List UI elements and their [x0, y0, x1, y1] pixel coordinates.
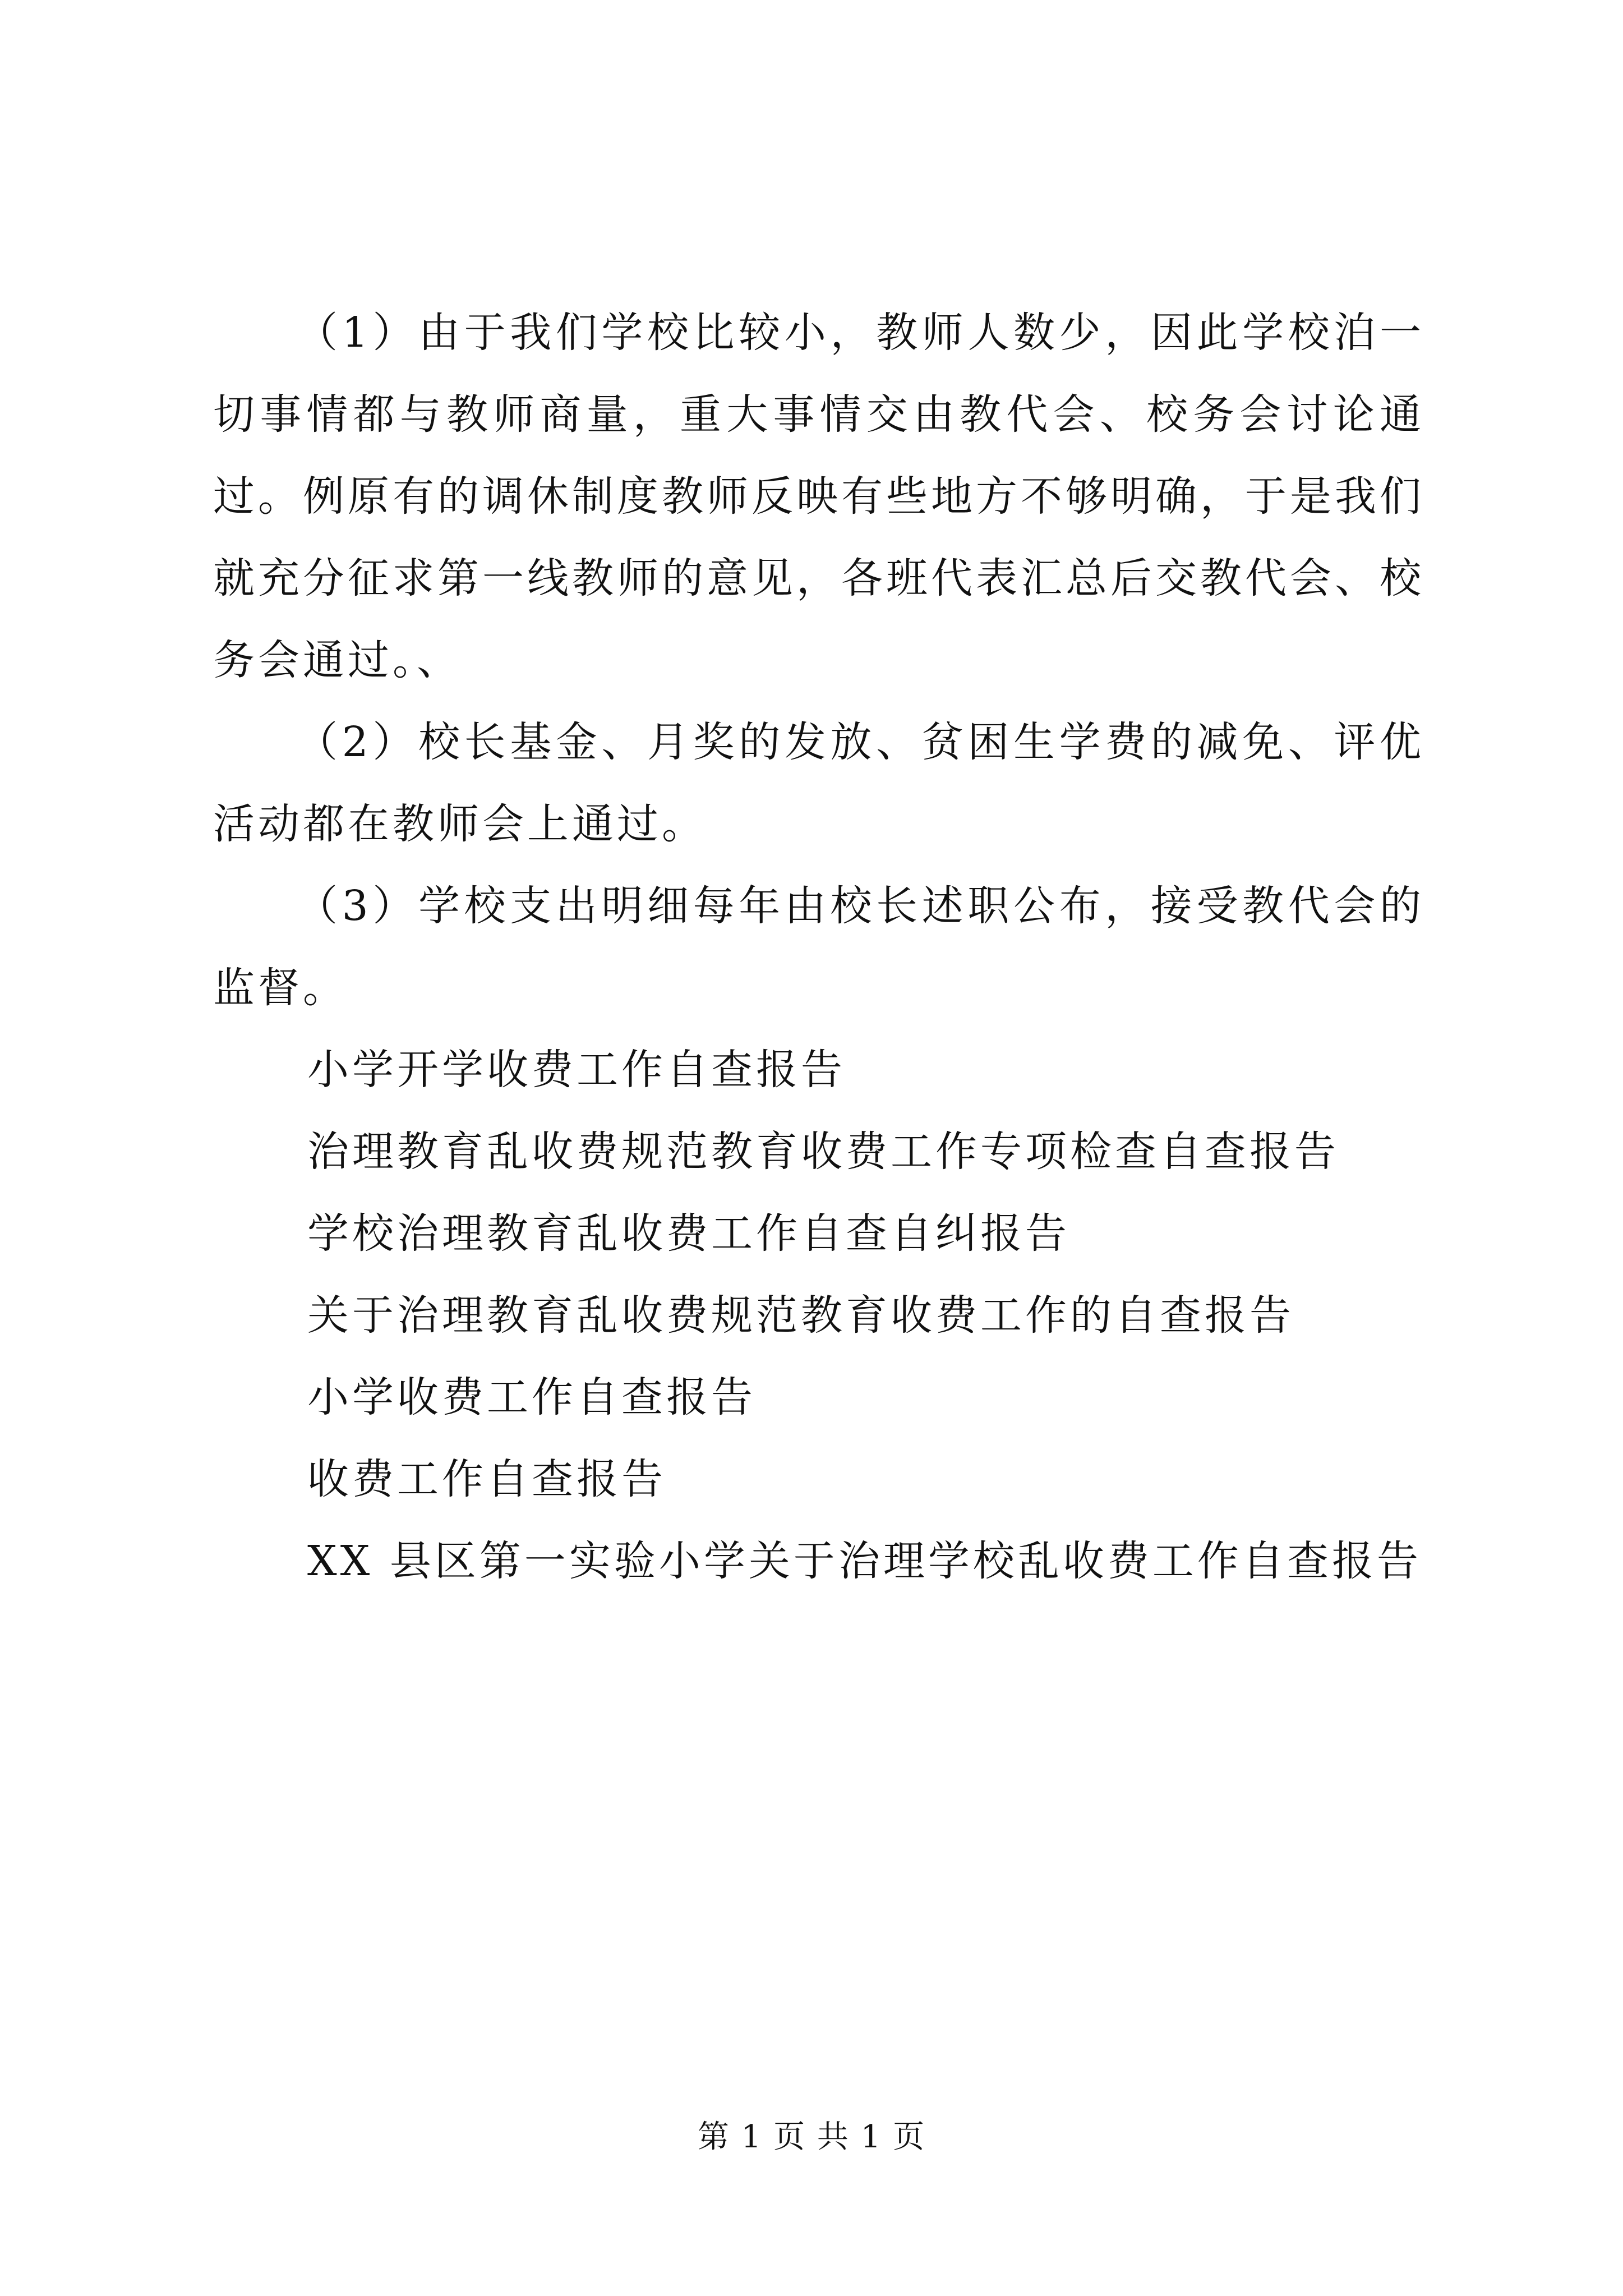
related-title-4: 关于治理教育乱收费规范教育收费工作的自查报告: [307, 1291, 1294, 1340]
related-title-2: 治理教育乱收费规范教育收费工作专项检查自查报告: [307, 1128, 1339, 1176]
document-body: [213, 292, 1424, 1602]
related-title-5: 小学收费工作自查报告: [307, 1373, 756, 1421]
related-title-3: 学校治理教育乱收费工作自查自纠报告: [307, 1209, 1070, 1258]
paragraph-3: （3）学校支出明细每年由校长述职公布，接受教代会的监督。: [213, 882, 1424, 1012]
page-number-footer: 第 1 页 共 1 页: [697, 2119, 926, 2155]
related-title-6: 收费工作自查报告: [307, 1455, 666, 1503]
paragraph-2: （2）校长基金、月奖的发放、贫困生学费的减免、评优活动都在教师会上通过。: [213, 718, 1424, 848]
paragraph-1: （1）由于我们学校比较小，教师人数少，因此学校泊一切事情都与教师商量，重大事情交由教代会、校务会讨论通过。例原有的调休制度教师反映有些地方不够明确，于是我们就充分征求第一线教师的意见，各班代表汇总后交教代会、校务会通过。、: [213, 309, 1424, 684]
related-title-7: XX 县区第一实验小学关于治理学校乱收费工作自查报告: [307, 1537, 1422, 1585]
related-title-1: 小学开学收费工作自查报告: [307, 1046, 846, 1094]
